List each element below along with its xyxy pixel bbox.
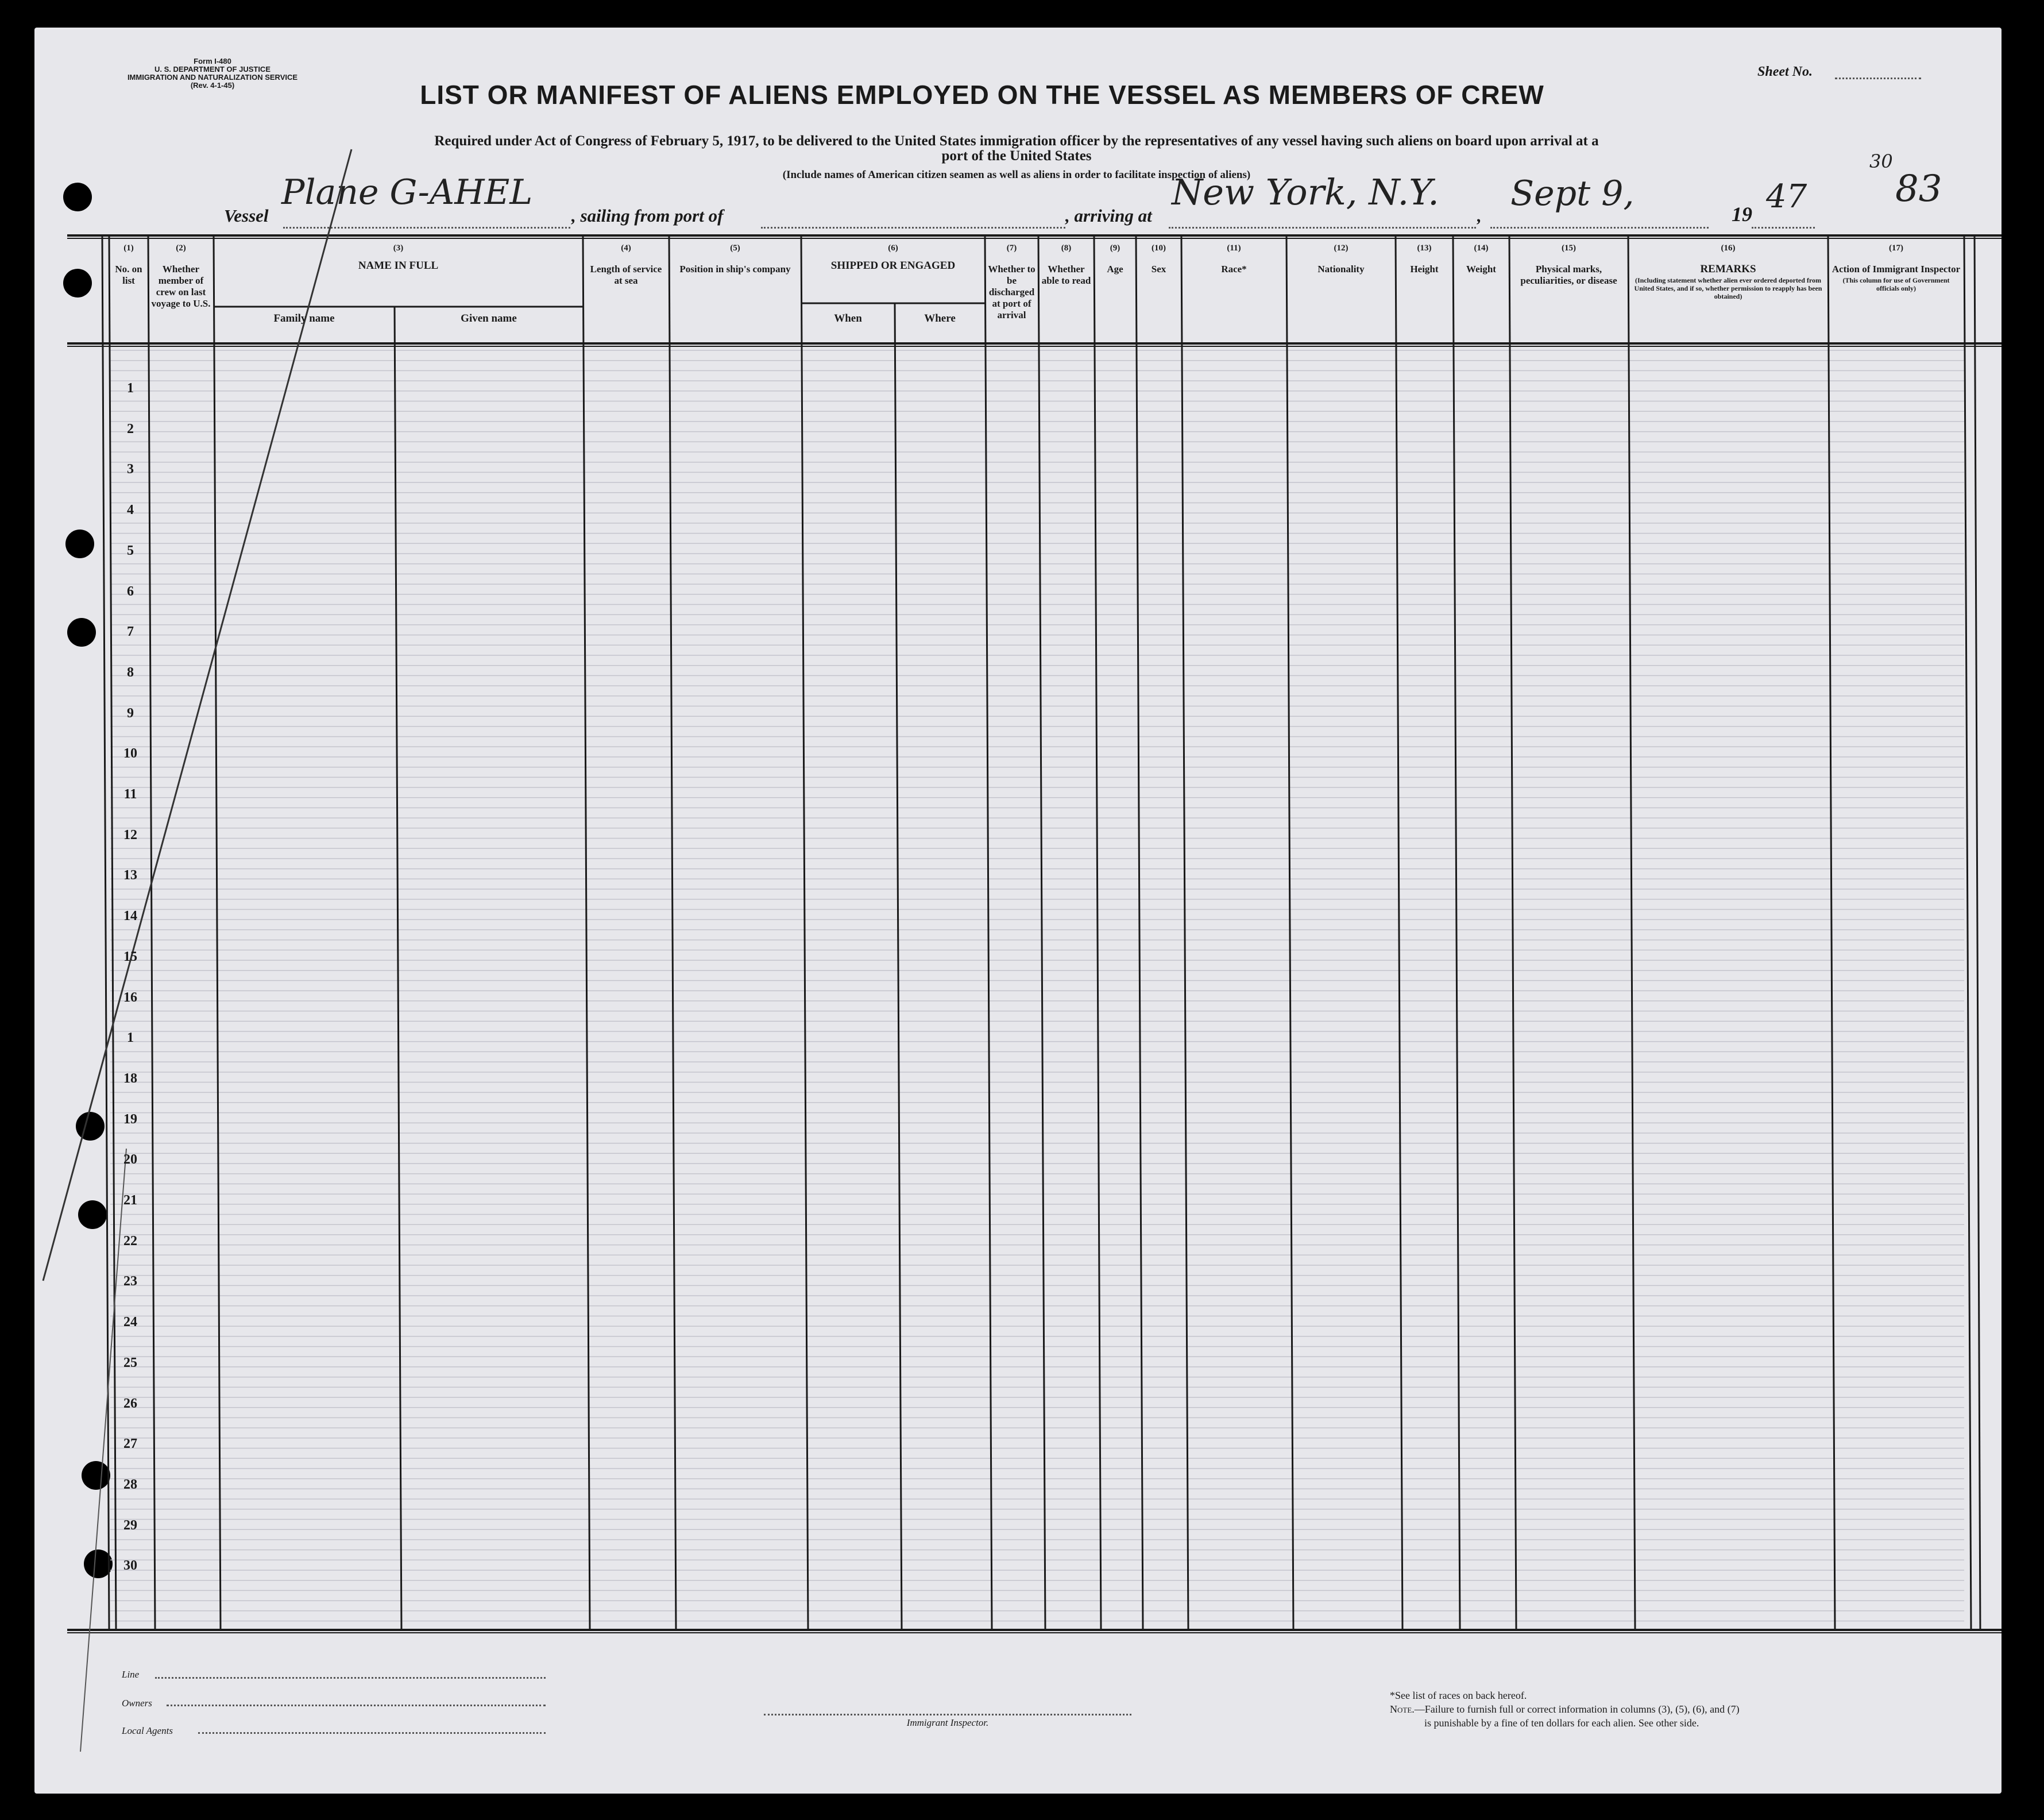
column-header (801, 240, 985, 272)
column-divider (985, 235, 992, 1630)
column-label: Nationality (1317, 264, 1365, 275)
form-number: Form I-480 (194, 57, 231, 65)
arrival-date-value: Sept 9, (1510, 173, 1635, 214)
arriving-label: , arriving at (1065, 206, 1152, 226)
owners-field[interactable] (167, 1705, 546, 1706)
column-label: Weight (1466, 264, 1496, 275)
column-number: (9) (1110, 244, 1120, 253)
column-number: (11) (1227, 244, 1241, 253)
column-header (669, 240, 801, 275)
column-header (1286, 240, 1396, 275)
column-number: (8) (1061, 244, 1072, 253)
column-number: (17) (1889, 244, 1903, 253)
column-divider (109, 235, 116, 1630)
revision-date: (Rev. 4-1-45) (190, 81, 235, 90)
row-number: 7 (127, 624, 134, 640)
column-header (1453, 240, 1509, 275)
inspector-signature-field[interactable] (764, 1714, 1131, 1715)
year-value: 47 (1766, 178, 1807, 215)
vessel-value: Plane G-AHEL (281, 172, 533, 212)
row-number: 8 (127, 664, 134, 680)
footer-owners-label: Owners (122, 1698, 152, 1709)
row-number: 4 (127, 503, 134, 518)
column-header (1136, 240, 1181, 275)
note-line-1: —Failure to furnish full or correct information in columns (3), (5), (6), and (7) (1414, 1703, 1740, 1715)
column-divider (1286, 235, 1293, 1630)
column-divider (214, 235, 221, 1630)
row-number: 26 (123, 1396, 137, 1411)
column-rules (102, 235, 1980, 1630)
column-header (1628, 240, 1828, 302)
column-number: (13) (1417, 244, 1432, 253)
column-divider (1828, 235, 1835, 1630)
penalty-note (1390, 1703, 1740, 1715)
column-label: Whether member of crew on last voyage to U.S. (151, 264, 211, 309)
row-number: 9 (127, 705, 134, 721)
column-label: Whether to be discharged at port of arrival (988, 264, 1035, 320)
department-name: U. S. DEPARTMENT OF JUSTICE (154, 65, 271, 74)
races-note: *See list of races on back hereof. (1390, 1690, 1527, 1701)
row-number: 14 (123, 909, 137, 924)
row-number: 21 (123, 1193, 137, 1208)
column-header (1038, 240, 1094, 287)
row-number: 12 (123, 827, 137, 843)
row-number: 24 (123, 1315, 137, 1330)
column-number: (3) (393, 244, 404, 253)
column-header (1094, 240, 1136, 275)
subtitle-line-3: (Include names of American citizen seamen as well as aliens in order to facilitate inspection of aliens) (782, 169, 1251, 181)
row-number: 15 (123, 949, 137, 964)
row-number: 1 (127, 1030, 134, 1046)
column-note: (This column for use of Government officials only) (1842, 276, 1950, 292)
column-divider (148, 235, 155, 1630)
column-divider (1509, 235, 1516, 1630)
column-number: (1) (123, 244, 134, 253)
column-divider (1136, 235, 1143, 1630)
column-number: (10) (1152, 244, 1166, 253)
column-header (1181, 240, 1286, 275)
sheet-no-label: Sheet No. (1757, 64, 1813, 79)
column-number: (5) (730, 244, 740, 253)
column-header (109, 240, 148, 287)
row-number: 5 (127, 543, 134, 558)
sub-column-label: Where (924, 312, 956, 324)
inspector-label: Immigrant Inspector. (906, 1717, 989, 1728)
column-divider (669, 235, 676, 1630)
column-divider (801, 235, 808, 1630)
line-field[interactable] (155, 1677, 546, 1679)
agents-field[interactable] (198, 1732, 546, 1734)
column-header (1828, 240, 1964, 293)
row-number: 20 (123, 1152, 137, 1168)
column-header (1509, 240, 1628, 287)
row-number: 19 (123, 1111, 137, 1127)
column-number: (15) (1562, 244, 1576, 253)
row-number: 25 (123, 1355, 137, 1370)
row-number: 29 (123, 1517, 137, 1533)
row-number: 11 (123, 787, 137, 802)
column-divider (1181, 235, 1188, 1630)
row-number: 27 (123, 1436, 137, 1452)
row-number: 30 (123, 1558, 137, 1574)
column-header (985, 240, 1038, 321)
column-header (214, 240, 583, 272)
row-rules (110, 350, 1964, 1621)
column-number: (12) (1334, 244, 1349, 253)
column-label: Action of Immigrant Inspector (1832, 264, 1961, 275)
column-divider (1628, 235, 1635, 1630)
column-label: No. on list (115, 264, 142, 286)
column-number: (7) (1006, 244, 1017, 253)
column-header (148, 240, 214, 310)
column-label: Height (1410, 264, 1439, 275)
table-frame (67, 235, 2002, 1633)
column-label: Age (1107, 264, 1123, 275)
corner-number-large: 83 (1895, 168, 1942, 210)
column-label: Race* (1221, 264, 1247, 275)
note-label: Note. (1390, 1703, 1415, 1715)
row-number: 3 (127, 462, 134, 477)
column-header (1396, 240, 1453, 275)
column-divider (1038, 235, 1045, 1630)
footer-agents-label: Local Agents (122, 1725, 173, 1736)
column-label: Whether able to read (1041, 264, 1091, 286)
year-prefix: 19 (1732, 203, 1752, 226)
column-divider (895, 303, 902, 1630)
column-divider (1453, 235, 1460, 1630)
column-divider (1975, 235, 1980, 1630)
row-number: 13 (123, 868, 137, 883)
arriving-port-value: New York, N.Y. (1172, 171, 1439, 213)
column-number: (2) (176, 244, 186, 253)
row-number: 23 (123, 1274, 137, 1289)
vessel-label: Vessel (224, 206, 269, 226)
sub-column-label: Family name (273, 312, 335, 324)
sailing-label: , sailing from port of (571, 206, 724, 226)
page-title: LIST OR MANIFEST OF ALIENS EMPLOYED ON THE VESSEL AS MEMBERS OF CREW (420, 80, 1544, 110)
column-divider (1964, 235, 1971, 1630)
subtitle-line-1: Required under Act of Congress of February 5, 1917, to be delivered to the United States immigration officer by the representatives of any vessel having such aliens on board upon arrival at a (434, 133, 1599, 149)
row-number: 1 (127, 381, 134, 396)
row-number: 6 (127, 584, 134, 599)
column-label: NAME IN FULL (358, 260, 439, 272)
row-number: 18 (123, 1071, 137, 1086)
column-divider (1396, 235, 1402, 1630)
row-number: 16 (123, 990, 137, 1005)
sub-column-label: When (834, 312, 862, 324)
column-header (583, 240, 669, 287)
column-label: Length of service at sea (590, 264, 662, 286)
column-divider (395, 307, 401, 1630)
column-label: Physical marks, peculiarities, or disease (1520, 264, 1617, 286)
row-number: 22 (123, 1233, 137, 1249)
footer-line-label: Line (122, 1669, 140, 1680)
row-number: 2 (127, 421, 134, 436)
sub-column-label: Given name (461, 312, 517, 324)
column-label: Position in ship's company (679, 264, 791, 275)
corner-number-small: 30 (1869, 150, 1893, 172)
column-label: REMARKS (1700, 263, 1756, 275)
column-number: (14) (1474, 244, 1489, 253)
subtitle-line-2: port of the United States (941, 148, 1092, 164)
column-divider (583, 235, 590, 1630)
row-number: 10 (123, 746, 137, 762)
column-divider (1094, 235, 1101, 1630)
note-line-2: is punishable by a fine of ten dollars for each alien. See other side. (1424, 1717, 1699, 1729)
column-label: Sex (1151, 264, 1166, 275)
column-label: SHIPPED OR ENGAGED (830, 260, 956, 272)
service-name: IMMIGRATION AND NATURALIZATION SERVICE (127, 73, 298, 82)
column-number: (4) (621, 244, 631, 253)
row-number: 28 (123, 1477, 137, 1492)
column-number: (16) (1721, 244, 1736, 253)
column-note: (Including statement whether alien ever ordered deported from United States, and if so, whether permission to reapply has been obtained) (1634, 276, 1822, 300)
column-number: (6) (888, 244, 898, 253)
